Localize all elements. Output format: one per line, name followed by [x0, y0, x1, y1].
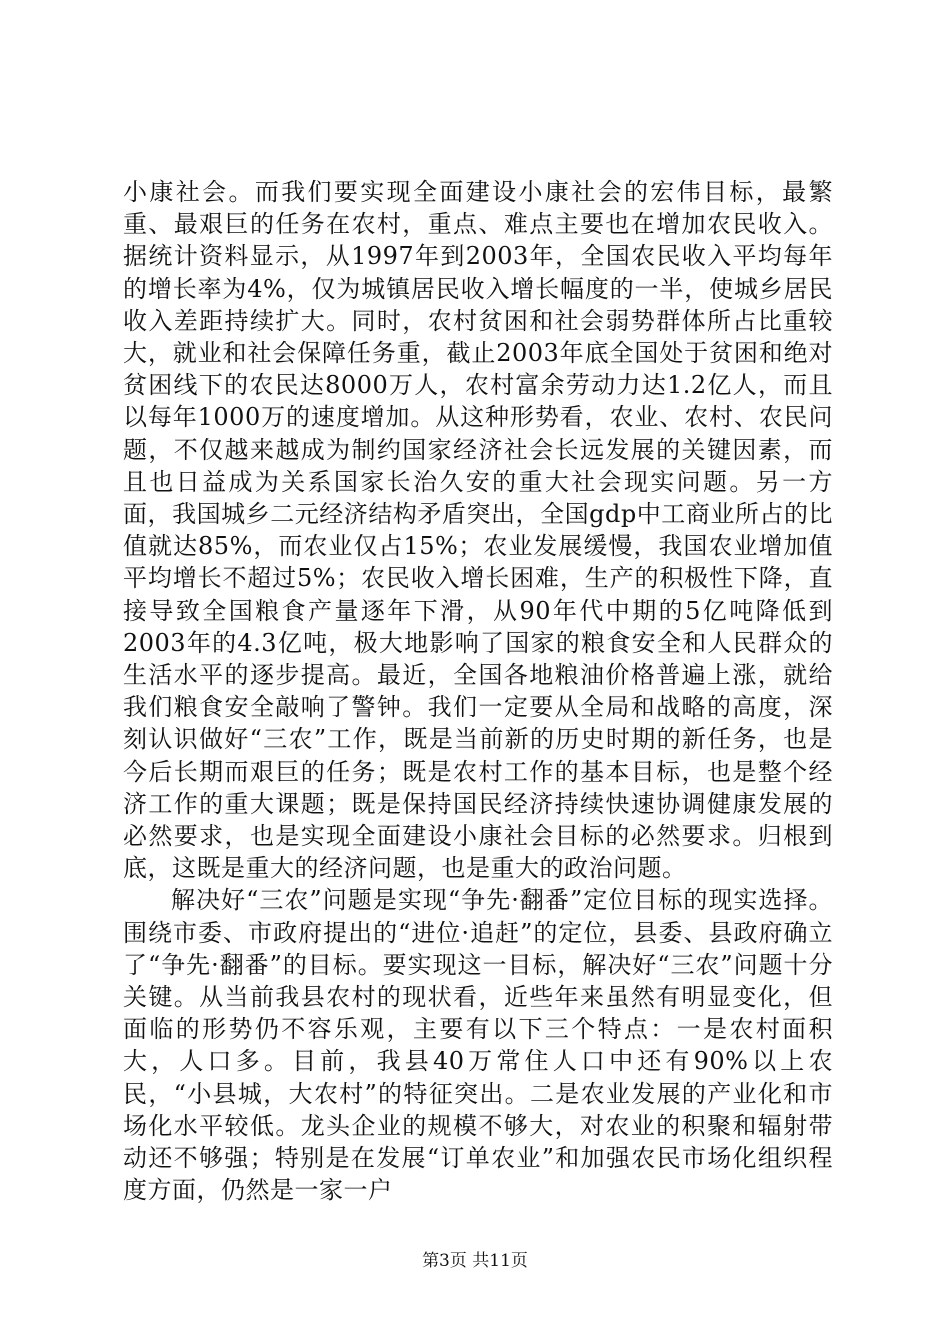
document-body	[123, 176, 833, 1207]
paragraph-continued: 小康社会。而我们要实现全面建设小康社会的宏伟目标，最繁重、最艰巨的任务在农村，重点、难点主要也在增加农民收入。据统计资料显示，从1997年到2003年，全国农民收入平均每年的增长率为4%，仅为城镇居民收入增长幅度的一半，使城乡居民收入差距持续扩大。同时，农村贫困和社会弱势群体所占比重较大，就业和社会保障任务重，截止2003年底全国处于贫困和绝对贫困线下的农民达8000万人，农村富余劳动力达1.2亿人，而且以每年1000万的速度增加。从这种形势看，农业、农村、农民问题，不仅越来越成为制约国家经济社会长远发展的关键因素，而且也日益成为关系国家长治久安的重大社会现实问题。另一方面，我国城乡二元经济结构矛盾突出，全国gdp中工商业所占的比值就达85%，而农业仅占15%；农业发展缓慢，我国农业增加值平均增长不超过5%；农民收入增长困难，生产的积极性下降，直接导致全国粮食产量逐年下滑，从90年代中期的5亿吨降低到2003年的4.3亿吨，极大地影响了国家的粮食安全和人民群众的生活水平的逐步提高。最近，全国各地粮油价格普遍上涨，就给我们粮食安全敲响了警钟。我们一定要从全局和战略的高度，深刻认识做好“三农”工作，既是当前新的历史时期的新任务，也是今后长期而艰巨的任务；既是农村工作的基本目标，也是整个经济工作的重大课题；既是保持国民经济持续快速协调健康发展的必然要求，也是实现全面建设小康社会目标的必然要求。归根到底，这既是重大的经济问题，也是重大的政治问题。	[123, 178, 833, 883]
paragraph-three-rural-issues: 解决好“三农”问题是实现“争先·翻番”定位目标的现实选择。围绕市委、市政府提出的“进位·追赶”的定位，县委、县政府确立了“争先·翻番”的目标。要实现这一目标，解决好“三农”问题十分关键。从当前我县农村的现状看，近些年来虽然有明显变化，但面临的形势仍不容乐观，主要有以下三个特点：一是农村面积大，人口多。目前，我县40万常住人口中还有90%以上农民，“小县城，大农村”的特征突出。二是农业发展的产业化和市场化水平较低。龙头企业的规模不够大，对农业的积聚和辐射带动还不够强；特别是在发展“订单农业”和加强农民市场化组织程度方面，仍然是一家一户	[123, 886, 833, 1205]
page-number-footer: 第3页 共11页	[422, 1251, 528, 1271]
